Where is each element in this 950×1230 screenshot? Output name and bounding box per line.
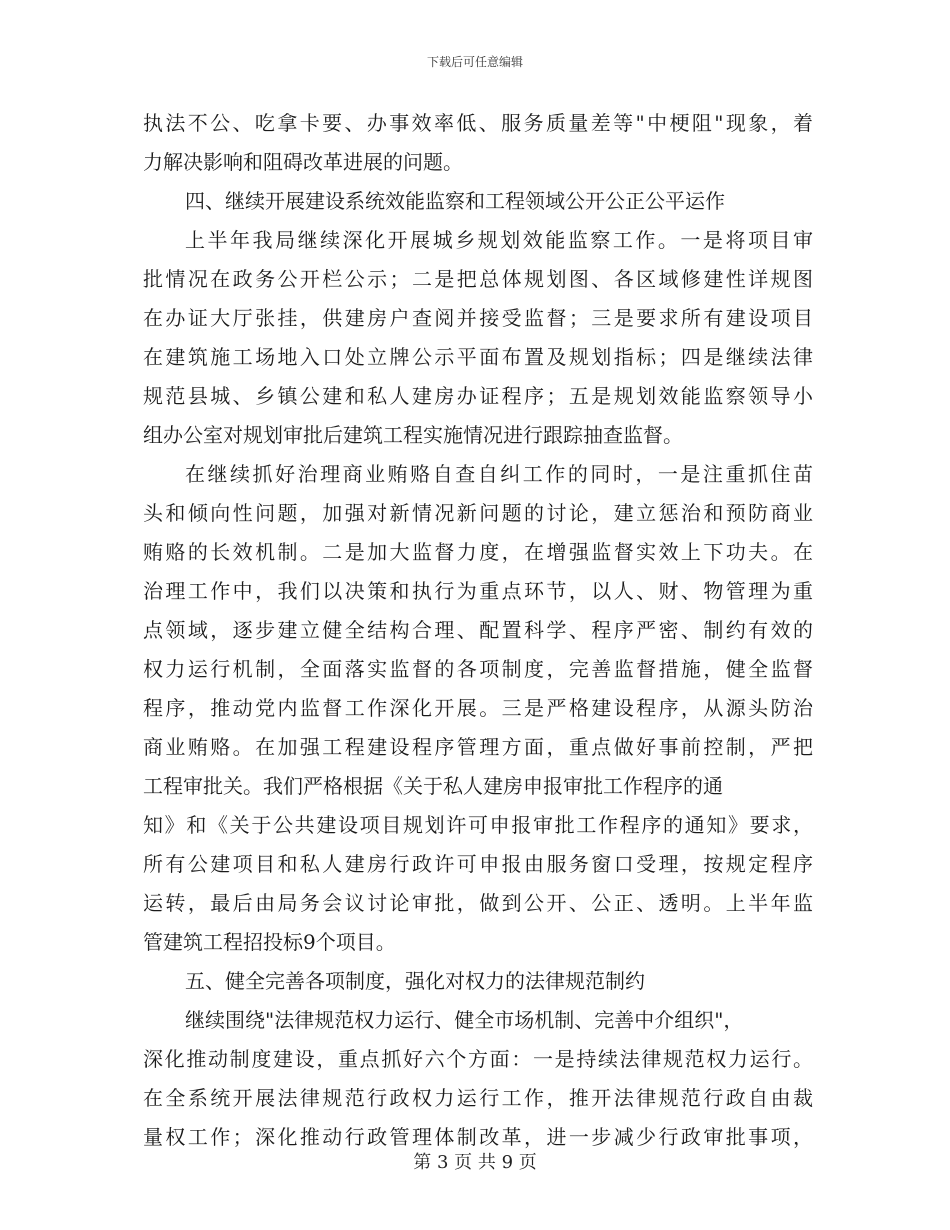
text-line: 执法不公、吃拿卡要、办事效率低、服务质量差等"中梗阻"现象，着: [143, 111, 813, 135]
text-line: 深化推动制度建设，重点抓好六个方面：一是持续法律规范权力运行。: [143, 1047, 813, 1071]
text-line: 继续围绕"法律规范权力运行、健全市场机制、完善中介组织"，: [185, 1008, 744, 1032]
text-line: 工程审批关。我们严格根据《关于私人建房申报审批工作程序的通: [143, 774, 723, 798]
text-line: 在继续抓好治理商业贿赂自查自纠工作的同时，一是注重抓住苗: [185, 462, 813, 486]
text-line: 规范县城、乡镇公建和私人建房办证程序；五是规划效能监察领导小: [143, 384, 813, 408]
text-line: 所有公建项目和私人建房行政许可申报由服务窗口受理，按规定程序: [143, 852, 813, 876]
section-heading: 五、健全完善各项制度，强化对权力的法律规范制约: [185, 969, 645, 993]
text-line: 力解决影响和阻碍改革进展的问题。: [143, 150, 463, 174]
document-body: [143, 104, 813, 1157]
section-heading: 四、继续开展建设系统效能监察和工程领域公开公正公平运作: [185, 189, 725, 213]
text-line: 点领域，逐步建立健全结构合理、配置科学、程序严密、制约有效的: [143, 618, 813, 642]
text-line: 头和倾向性问题，加强对新情况新问题的讨论，建立惩治和预防商业: [143, 501, 813, 525]
text-line: 运转，最后由局务会议讨论审批，做到公开、公正、透明。上半年监: [143, 891, 813, 915]
text-line: 在全系统开展法律规范行政权力运行工作，推开法律规范行政自由裁: [143, 1086, 813, 1110]
text-line: 管建筑工程招投标9个项目。: [143, 930, 396, 954]
text-line: 知》和《关于公共建设项目规划许可申报审批工作程序的通知》要求，: [143, 813, 813, 837]
text-line: 治理工作中，我们以决策和执行为重点环节，以人、财、物管理为重: [143, 579, 813, 603]
text-line: 权力运行机制，全面落实监督的各项制度，完善监督措施，健全监督: [143, 657, 813, 681]
text-line: 在办证大厅张挂，供建房户查阅并接受监督；三是要求所有建设项目: [143, 306, 813, 330]
text-line: 批情况在政务公开栏公示；二是把总体规划图、各区域修建性详规图: [143, 267, 813, 291]
text-line: 量权工作；深化推动行政管理体制改革，进一步减少行政审批事项，: [143, 1125, 813, 1149]
page-header: 下载后可任意编辑: [426, 55, 523, 69]
text-line: 组办公室对规划审批后建筑工程实施情况进行跟踪抽查监督。: [143, 423, 683, 447]
page-footer: 第 3 页 共 9 页: [413, 1152, 537, 1173]
text-line: 上半年我局继续深化开展城乡规划效能监察工作。一是将项目审: [185, 228, 813, 252]
text-line: 贿赂的长效机制。二是加大监督力度，在增强监督实效上下功夫。在: [143, 540, 813, 564]
text-line: 在建筑施工场地入口处立牌公示平面布置及规划指标；四是继续法律: [143, 345, 813, 369]
text-line: 商业贿赂。在加强工程建设程序管理方面，重点做好事前控制，严把: [143, 735, 813, 759]
text-line: 程序，推动党内监督工作深化开展。三是严格建设程序，从源头防治: [143, 696, 813, 720]
